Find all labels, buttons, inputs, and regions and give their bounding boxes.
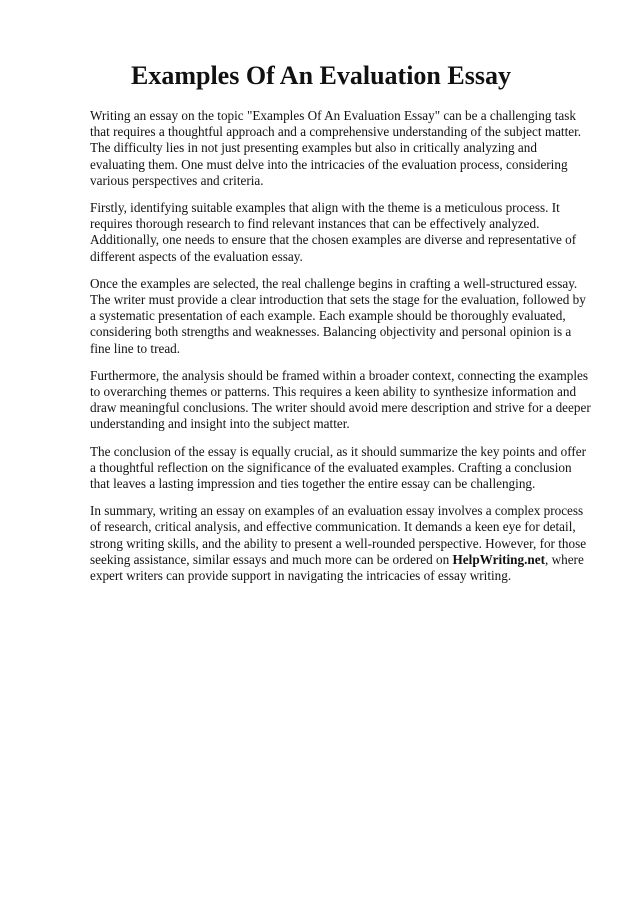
paragraph-6-text-before: In summary, writing an essay on examples of an evaluation essay involves a complex process of research, critical analysis, and effective communication. It demands a keen eye for detail, strong writing skills, and the ability to present a well-rounded perspective. However, for those seeking assistance, similar essays and much more can be ordered on [90,503,587,567]
paragraph-5: The conclusion of the essay is equally crucial, as it should summarize the key points and offer a thoughtful reflection on the significance of the evaluated examples. Crafting a conclusion that leaves a lasting impression and ties together the entire essay can be challenging. [90,443,586,492]
paragraph-2: Firstly, identifying suitable examples that align with the theme is a meticulous process. It requires thorough research to find relevant instances that can be effectively analyzed. Additionally, one needs to ensure that the chosen examples are diverse and representative of different aspects of the evaluation essay. [90,200,577,264]
paragraph-6-text-after: , where expert writers can provide support in navigating the intricacies of essay writing. [90,551,584,584]
paragraph-4: Furthermore, the analysis should be framed within a broader context, connecting the examples to overarching themes or patterns. This requires a keen ability to synthesize information and draw meaningful conclusions. The writer should avoid mere description and strive for a deeper understanding and insight into the subject matter. [90,367,591,432]
helpwriting-link[interactable]: HelpWriting.net [452,551,545,567]
paragraph-3: Once the examples are selected, the real challenge begins in crafting a well-structured essay. The writer must provide a clear introduction that sets the stage for the evaluation, followed by a systematic presentation of each example. Each example should be thoroughly evaluated, considering both strengths and weaknesses. Balancing objectivity and personal opinion is a fine line to tread. [90,275,586,356]
page-title: Examples Of An Evaluation Essay [131,61,511,90]
paragraph-6 [90,503,592,584]
paragraph-1: Writing an essay on the topic "Examples Of An Evaluation Essay" can be a challenging task that requires a thoughtful approach and a comprehensive understanding of the subject matter. The difficulty lies in not just presenting examples but also in critically analyzing and evaluating them. One must delve into the intricacies of the evaluation process, considering various perspectives and criteria. [90,108,582,188]
